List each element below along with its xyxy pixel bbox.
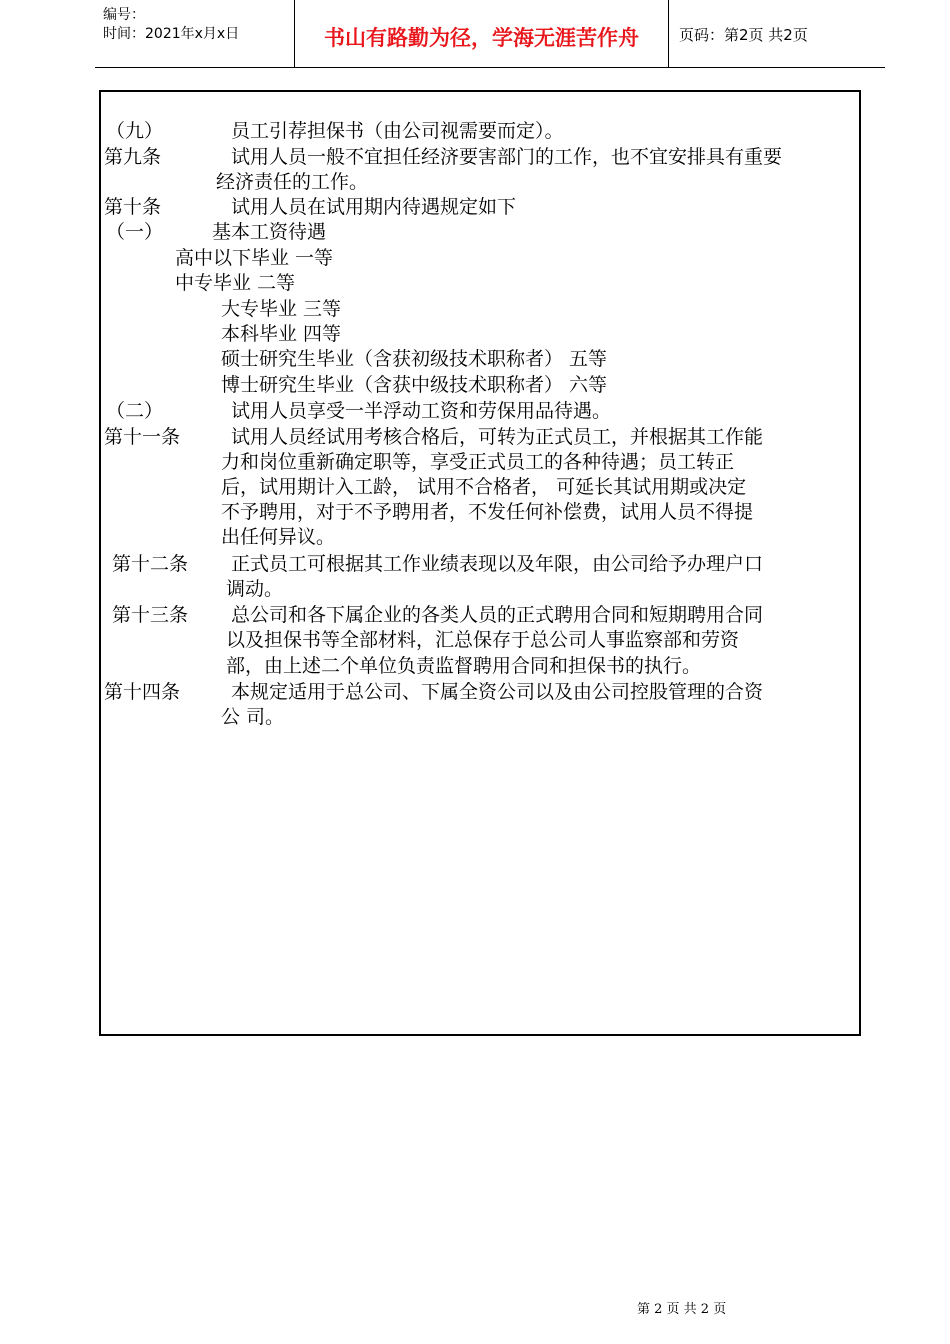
article-11-line-1: 试用人员经试用考核合格后，可转为正式员工，并根据其工作能 bbox=[231, 426, 764, 448]
item-9-number: （九） bbox=[106, 120, 164, 142]
article-13-number: 第十三条 bbox=[112, 604, 189, 626]
sub-2-text: 试用人员享受一半浮动工资和劳保用品待遇。 bbox=[231, 400, 612, 422]
article-13-line-2: 以及担保书等全部材料，汇总保存于总公司人事监察部和劳资 bbox=[226, 629, 740, 651]
article-13-line-1: 总公司和各下属企业的各类人员的正式聘用合同和短期聘用合同 bbox=[231, 604, 764, 626]
article-13-line-3: 部，由上述二个单位负责监督聘用合同和担保书的执行。 bbox=[226, 655, 702, 677]
header-motto: 书山有路勤为径，学海无涯苦作舟 bbox=[324, 26, 639, 50]
header-page-cell bbox=[669, 0, 885, 67]
document-number-label: 编号： bbox=[103, 7, 145, 23]
page-header bbox=[95, 0, 885, 68]
article-11-line-4: 不予聘用，对于不予聘用者，不发任何补偿费，试用人员不得提 bbox=[221, 501, 754, 523]
article-10-number: 第十条 bbox=[104, 196, 162, 218]
page-footer: 第 2 页 共 2 页 bbox=[637, 1302, 727, 1317]
article-9-line-2: 经济责任的工作。 bbox=[216, 171, 369, 193]
sub-1-text: 基本工资待遇 bbox=[212, 221, 327, 243]
sub-1-number: （一） bbox=[106, 221, 164, 243]
grade-2: 中专毕业 二等 bbox=[175, 272, 296, 294]
article-10-text: 试用人员在试用期内待遇规定如下 bbox=[231, 196, 517, 218]
grade-5: 硕士研究生毕业（含获初级技术职称者） 五等 bbox=[221, 348, 608, 370]
article-11-line-5: 出任何异议。 bbox=[221, 526, 336, 548]
grade-1: 高中以下毕业 一等 bbox=[175, 247, 334, 269]
item-9-text: 员工引荐担保书（由公司视需要而定）。 bbox=[231, 120, 564, 142]
header-motto-cell bbox=[295, 0, 669, 67]
grade-3: 大专毕业 三等 bbox=[221, 298, 342, 320]
header-info-cell bbox=[95, 0, 295, 67]
sub-2-number: （二） bbox=[106, 400, 164, 422]
article-11-number: 第十一条 bbox=[104, 426, 181, 448]
article-12-line-1: 正式员工可根据其工作业绩表现以及年限，由公司给予办理户口 bbox=[231, 553, 764, 575]
article-14-line-2: 公 司。 bbox=[221, 706, 285, 728]
article-12-line-2: 调动。 bbox=[226, 578, 284, 600]
article-11-line-3: 后，试用期计入工龄， 试用不合格者， 可延长其试用期或决定 bbox=[221, 476, 747, 498]
grade-4: 本科毕业 四等 bbox=[221, 323, 342, 345]
article-11-line-2: 力和岗位重新确定职等，享受正式员工的各种待遇；员工转正 bbox=[221, 451, 735, 473]
grade-6: 博士研究生毕业（含获中级技术职称者） 六等 bbox=[221, 374, 608, 396]
article-9-line-1: 试用人员一般不宜担任经济要害部门的工作，也不宜安排具有重要 bbox=[231, 146, 783, 168]
article-9-number: 第九条 bbox=[104, 146, 162, 168]
header-page-info: 页码：第2页 共2页 bbox=[679, 26, 808, 44]
article-14-number: 第十四条 bbox=[104, 681, 181, 703]
article-14-line-1: 本规定适用于总公司、下属全资公司以及由公司控股管理的合资 bbox=[231, 681, 764, 703]
document-time-label: 时间：2021年x月x日 bbox=[103, 26, 240, 42]
article-12-number: 第十二条 bbox=[112, 553, 189, 575]
